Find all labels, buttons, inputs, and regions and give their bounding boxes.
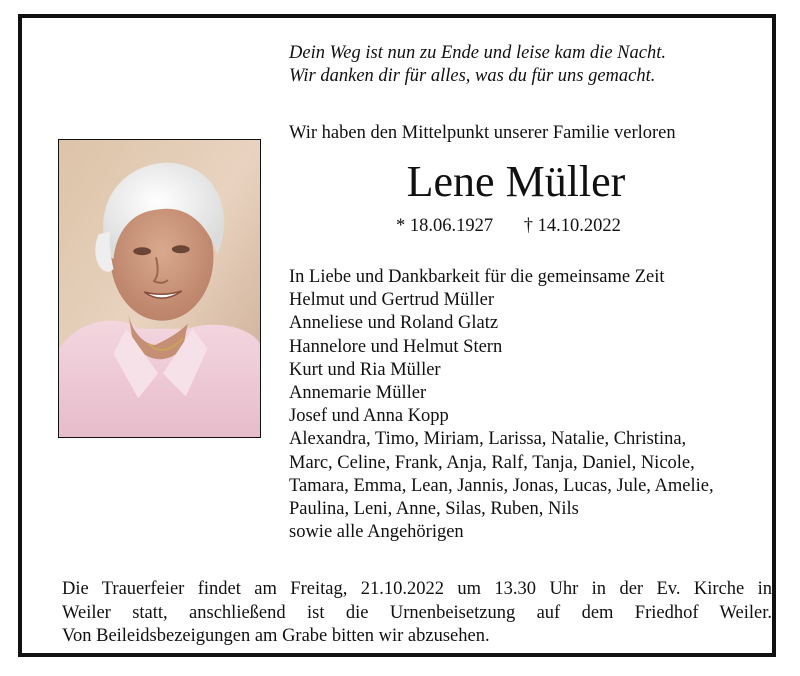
portrait-photo [58,139,261,438]
verse-line-1: Dein Weg ist nun zu Ende und leise kam die Nacht. [289,43,666,63]
mourner-line: Tamara, Emma, Lean, Jannis, Jonas, Lucas, Jule, Amelie, [289,475,714,496]
mourner-line: Alexandra, Timo, Miriam, Larissa, Natalie, Christina, [289,429,687,450]
mourner-line: Anneliese und Roland Glatz [289,313,499,334]
funeral-line-1: Die Trauerfeier findet am Freitag, 21.10.2022 um 13.30 Uhr in der Ev. Kirche in [62,579,772,599]
mourner-line: Marc, Celine, Frank, Anja, Ralf, Tanja, Daniel, Nicole, [289,452,695,473]
mourner-line: Helmut und Gertrud Müller [289,290,494,311]
mourner-line: Paulina, Leni, Anne, Silas, Ruben, Nils [289,499,579,520]
birth-date: * 18.06.1927 [396,216,494,236]
obituary-frame [18,14,776,657]
funeral-line-3: Von Beileidsbezeigungen am Grabe bitten wir abzusehen. [62,626,490,646]
deceased-name: Lene Müller [406,157,626,206]
verse-line-2: Wir danken dir für alles, was du für uns gemacht. [289,66,656,86]
verse [289,42,749,88]
mourner-line: Josef und Anna Kopp [289,406,449,427]
funeral-notice [62,578,772,649]
death-date: † 14.10.2022 [523,216,621,236]
life-dates [396,215,621,238]
mourner-line: sowie alle Angehörigen [289,522,464,543]
mourners-list [289,266,769,544]
intro-text: Wir haben den Mittelpunkt unserer Familie verloren [289,123,676,143]
mourner-line: Annemarie Müller [289,383,427,404]
mourner-line: Hannelore und Helmut Stern [289,336,503,357]
funeral-line-2: Weiler statt, anschließend ist die Urnenbeisetzung auf dem Friedhof Weiler. [62,602,772,623]
mourner-line: In Liebe und Dankbarkeit für die gemeinsame Zeit [289,267,665,287]
portrait-image [59,140,260,437]
mourner-line: Kurt und Ria Müller [289,359,441,380]
